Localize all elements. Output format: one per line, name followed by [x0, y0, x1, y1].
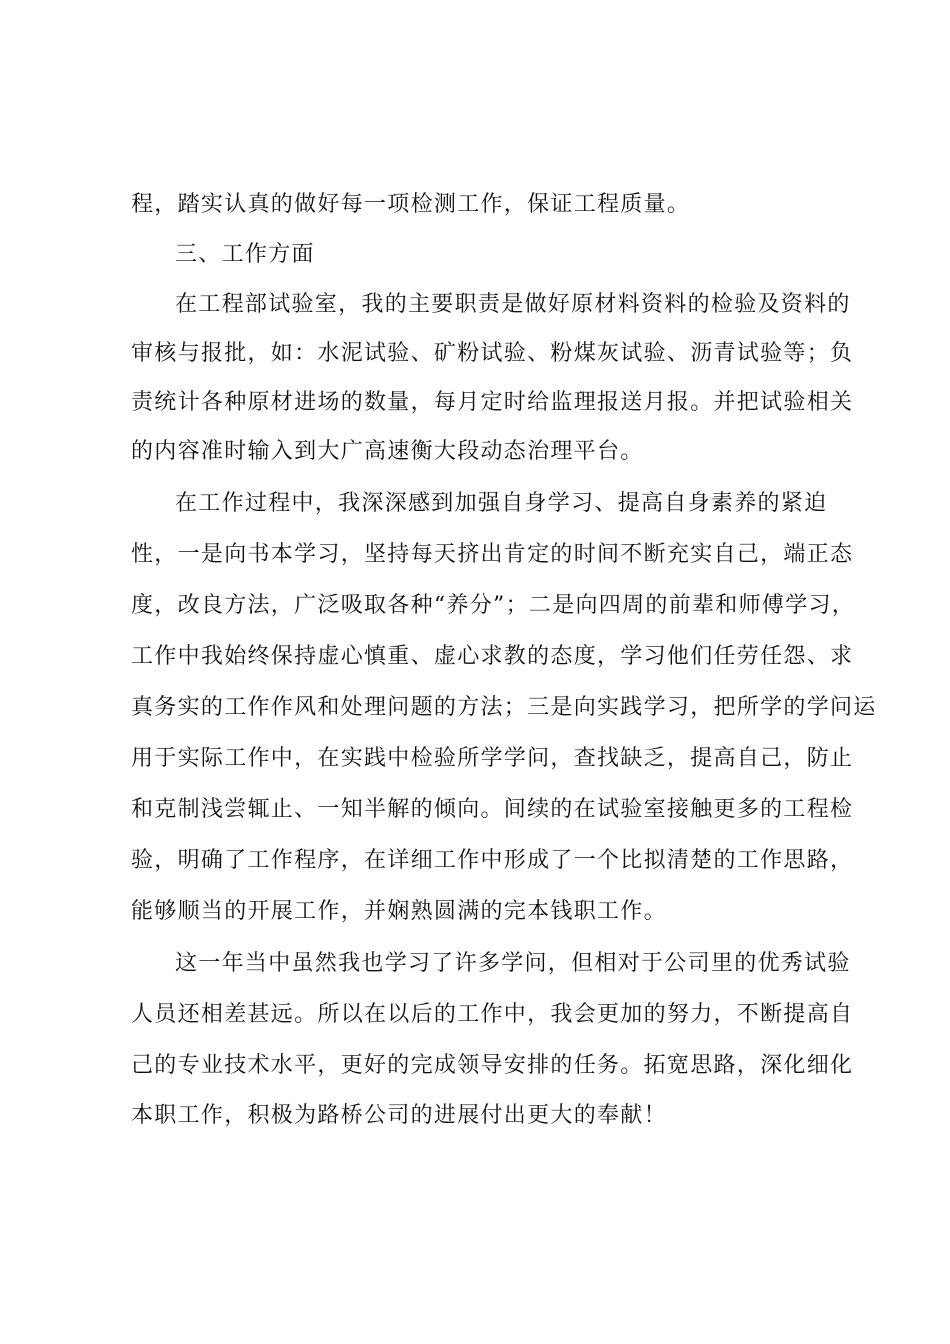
paragraph-line: 性，一是向书本学习，坚持每天挤出肯定的时间不断充实自己，端正态 — [131, 542, 854, 567]
paragraph-line: 的内容准时输入到大广高速衡大段动态治理平台。 — [131, 439, 644, 464]
paragraph-line: 工作中我始终保持虚心慎重、虚心求教的态度，学习他们任劳任怨、求 — [131, 644, 854, 669]
paragraph-line: 程，踏实认真的做好每一项检测工作，保证工程质量。 — [131, 192, 691, 217]
paragraph-line: 责统计各种原材进场的数量，每月定时给监理报送月报。并把试验相关 — [131, 390, 854, 415]
paragraph-line: 和克制浅尝辄止、一知半解的倾向。间续的在试验室接触更多的工程检 — [131, 797, 854, 822]
section-heading: 三、工作方面 — [175, 242, 315, 267]
paragraph-line: 能够顺当的开展工作，并娴熟圆满的完本钱职工作。 — [131, 899, 667, 924]
paragraph-line: 在工程部试验室，我的主要职责是做好原材料资料的检验及资料的 — [175, 292, 851, 317]
paragraph-line: 审核与报批，如：水泥试验、矿粉试验、粉煤灰试验、沥青试验等；负 — [131, 341, 854, 366]
paragraph-line: 在工作过程中，我深深感到加强自身学习、提高自身素养的紧迫 — [175, 491, 828, 516]
paragraph-line: 度，改良方法，广泛吸取各种“养分”；二是向四周的前辈和师傅学习， — [131, 593, 856, 618]
paragraph-line: 真务实的工作作风和处理问题的方法；三是向实践学习，把所学的学问运 — [131, 695, 877, 720]
paragraph-line: 用于实际工作中，在实践中检验所学学问，查找缺乏，提高自己，防止 — [131, 746, 854, 771]
paragraph-line: 人员还相差甚远。所以在以后的工作中，我会更加的努力，不断提高自 — [131, 1002, 854, 1027]
paragraph-line: 己的专业技术水平，更好的完成领导安排的任务。拓宽思路，深化细化 — [131, 1053, 854, 1078]
paragraph-line: 验，明确了工作程序，在详细工作中形成了一个比拟清楚的工作思路， — [131, 848, 854, 873]
paragraph-line: 这一年当中虽然我也学习了许多学问，但相对于公司里的优秀试验 — [175, 951, 851, 976]
paragraph-line: 本职工作，积极为路桥公司的进展付出更大的奉献！ — [131, 1103, 667, 1128]
